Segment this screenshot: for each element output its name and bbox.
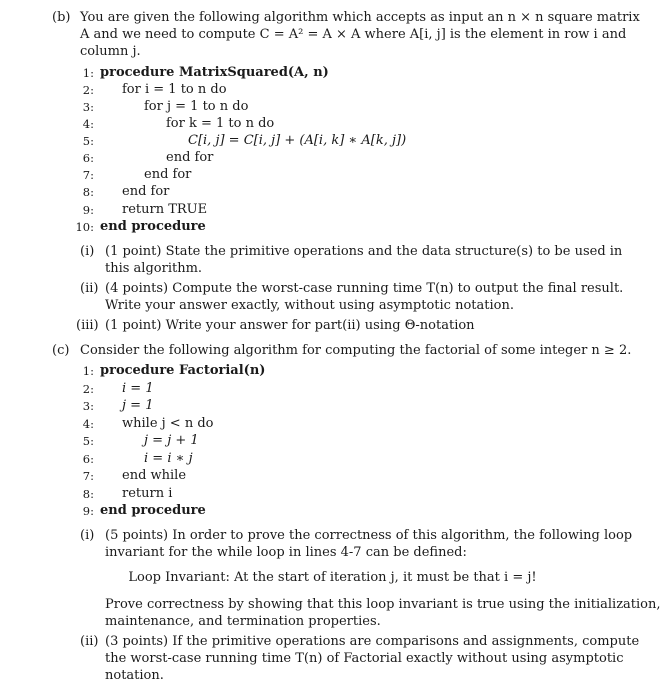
- question-label: (ii): [80, 634, 99, 649]
- algo-line-number: 3:: [82, 399, 94, 413]
- algo-line: return i: [122, 486, 173, 501]
- algo-line-number: 4:: [82, 117, 94, 131]
- algo-line: C[i, j] = C[i, j] + (A[i, k] ∗ A[k, j]): [188, 133, 407, 148]
- algo-line: end for: [122, 184, 170, 199]
- part-b-intro-line-3: column j.: [80, 44, 141, 59]
- algo-line: return TRUE: [122, 202, 208, 217]
- question-text: Prove correctness by showing that this loop invariant is true using the initialization,: [105, 597, 661, 612]
- loop-invariant: Loop Invariant: At the start of iteration j, it must be that i = j!: [128, 570, 537, 585]
- question-label: (i): [80, 244, 95, 259]
- question-text: Write your answer exactly, without using asymptotic notation.: [105, 298, 514, 313]
- algo-line-number: 9:: [82, 504, 94, 518]
- question-text: this algorithm.: [105, 261, 203, 276]
- algo-line-number: 6:: [82, 151, 94, 165]
- algo-line-number: 5:: [82, 434, 94, 448]
- question-text: (4 points) Compute the worst-case running time T(n) to output the final result.: [105, 281, 624, 296]
- algo-line-number: 7:: [82, 168, 94, 182]
- question-text: (5 points) In order to prove the correctness of this algorithm, the following loop: [105, 528, 633, 543]
- part-b-intro-line-2: A and we need to compute C = A² = A × A where A[i, j] is the element in row i and: [80, 27, 627, 42]
- algo-line-number: 8:: [82, 185, 94, 199]
- algo-line-number: 2:: [82, 382, 94, 396]
- question-label: (i): [80, 528, 95, 543]
- question-text: maintenance, and termination properties.: [105, 614, 381, 629]
- algo-line: j = 1: [122, 398, 154, 413]
- algo-line: end for: [166, 150, 214, 165]
- question-text: the worst-case running time T(n) of Factorial exactly without using asymptotic: [105, 651, 624, 666]
- algo-line-number: 8:: [82, 487, 94, 501]
- question-label: (ii): [80, 281, 99, 296]
- algo-line: for i = 1 to n do: [122, 82, 227, 97]
- algo-line: procedure MatrixSquared(A, n): [100, 65, 329, 80]
- algo-line: end procedure: [100, 503, 206, 518]
- part-c-label: (c): [52, 343, 70, 358]
- algo-line-number: 3:: [82, 100, 94, 114]
- algo-line: j = j + 1: [144, 433, 199, 448]
- algo-line: while j < n do: [122, 416, 214, 431]
- part-c-intro: Consider the following algorithm for computing the factorial of some integer n ≥ 2.: [80, 343, 632, 358]
- algo-line-number: 4:: [82, 417, 94, 431]
- algo-line: i = i ∗ j: [144, 451, 193, 466]
- question-text: (1 point) State the primitive operations and the data structure(s) to be used in: [105, 244, 623, 259]
- algo-line: end for: [144, 167, 192, 182]
- algo-line-number: 10:: [75, 220, 94, 234]
- question-text: (1 point) Write your answer for part(ii) using Θ-notation: [105, 318, 475, 333]
- algo-line: end procedure: [100, 219, 206, 234]
- algo-line: for k = 1 to n do: [166, 116, 275, 131]
- algo-line: for j = 1 to n do: [144, 99, 249, 114]
- question-label: (iii): [76, 318, 99, 333]
- algo-line-number: 2:: [82, 83, 94, 97]
- algo-line-number: 9:: [82, 203, 94, 217]
- question-text: notation.: [105, 668, 164, 683]
- algo-line-number: 5:: [82, 134, 94, 148]
- question-text: invariant for the while loop in lines 4-7 can be defined:: [105, 545, 467, 560]
- algo-line-number: 6:: [82, 452, 94, 466]
- algo-line-number: 7:: [82, 469, 94, 483]
- algo-line: procedure Factorial(n): [100, 363, 266, 378]
- question-text: (3 points) If the primitive operations are comparisons and assignments, compute: [105, 634, 640, 649]
- part-b-intro-line-1: You are given the following algorithm which accepts as input an n × n square matrix: [80, 10, 640, 25]
- algo-line: i = 1: [122, 381, 154, 396]
- part-b-label: (b): [52, 10, 71, 25]
- algo-line-number: 1:: [82, 66, 94, 80]
- algo-line-number: 1:: [82, 364, 94, 378]
- algo-line: end while: [122, 468, 187, 483]
